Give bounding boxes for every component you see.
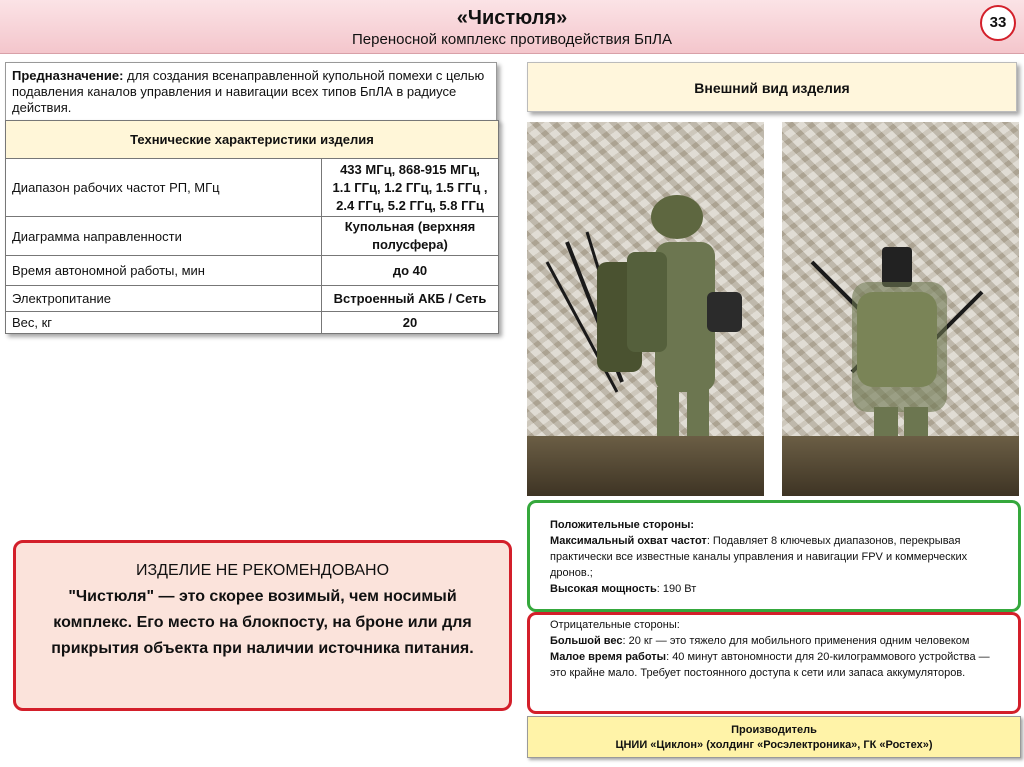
- purpose-label: Предназначение:: [12, 68, 124, 83]
- pros-item-text: : 190 Вт: [656, 583, 697, 595]
- spec-value: до 40: [322, 256, 499, 286]
- pros-item-label: Максимальный охват частот: [550, 535, 707, 547]
- spec-name: Электропитание: [6, 286, 322, 312]
- spec-value: Встроенный АКБ / Сеть: [322, 286, 499, 312]
- warning-heading: ИЗДЕЛИЕ НЕ РЕКОМЕНДОВАНО: [135, 562, 390, 579]
- purpose-text: для создания всенаправленной купольной помехи с целью подавления каналов управления и навигации всех типов БпЛА в радиусе действия.: [12, 68, 485, 115]
- page-number-badge: 33: [980, 5, 1016, 41]
- slide-subtitle: Переносной комплекс противодействия БпЛА: [352, 31, 672, 48]
- slide-header: [0, 0, 1024, 54]
- warning-text: "Чистюля" — это скорее возимый, чем носимый комплекс. Его место на блокпосту, на броне или для прикрытия объекта при наличии источника питания.: [51, 588, 474, 657]
- manufacturer-name: ЦНИИ «Циклон» (холдинг «Росэлектроника», ГК «Ростех»): [615, 739, 933, 751]
- specs-title: Технические характеристики изделия: [6, 121, 499, 159]
- table-row: [6, 256, 499, 286]
- cons-heading: Отрицательные стороны:: [550, 619, 680, 631]
- spec-value-line: 433 МГц, 868-915 МГц,: [340, 161, 480, 177]
- appearance-title: Внешний вид изделия: [527, 62, 1017, 112]
- spec-value: 20: [322, 312, 499, 334]
- manufacturer-box: [527, 716, 1021, 758]
- specs-table: [5, 120, 499, 334]
- spec-value: [322, 159, 499, 217]
- spec-name: Вес, кг: [6, 312, 322, 334]
- spec-name: Время автономной работы, мин: [6, 256, 322, 286]
- cons-item-text: : 20 кг — это тяжело для мобильного применения одним человеком: [622, 635, 970, 647]
- table-row: [6, 159, 499, 217]
- table-row: [6, 217, 499, 256]
- spec-value-line: полусфера): [372, 237, 448, 252]
- spec-value-line: 1.1 ГГц, 1.2 ГГц, 1.5 ГГц ,: [332, 179, 488, 195]
- cons-box: [527, 612, 1021, 714]
- pros-box: [527, 500, 1021, 612]
- purpose-box: [5, 62, 497, 122]
- spec-name: Диаграмма направленности: [6, 217, 322, 256]
- spec-value-line: Купольная (верхняя: [344, 219, 476, 234]
- spec-name: Диапазон рабочих частот РП, МГц: [6, 159, 322, 217]
- floor: [782, 436, 1019, 496]
- warning-box: [13, 540, 512, 711]
- product-photo-front: [527, 122, 764, 496]
- pros-item-label: Высокая мощность: [550, 583, 657, 595]
- table-row: [6, 312, 499, 334]
- product-photo-back: [782, 122, 1019, 496]
- spec-value: [322, 217, 499, 256]
- spec-value-line: 2.4 ГГц, 5.2 ГГц, 5.8 ГГц: [336, 197, 484, 213]
- table-row: [6, 286, 499, 312]
- floor: [527, 436, 764, 496]
- cons-item-label: Большой вес: [550, 635, 623, 647]
- pros-heading: Положительные стороны:: [550, 519, 695, 531]
- cons-item-label: Малое время работы: [550, 651, 667, 663]
- slide-title: «Чистюля»: [456, 7, 568, 29]
- cons-item-text: : 40 минут автономности для 20-килограммового устройства — это крайне мало. Требует постоянного доступа к сети или запаса аккумуляторов.: [550, 651, 990, 679]
- manufacturer-label: Производитель: [731, 724, 817, 736]
- pros-item-text: : Подавляет 8 ключевых диапазонов, перекрывая практически все известные каналы управления и навигации FPV и коммерческих дронов.;: [550, 535, 968, 579]
